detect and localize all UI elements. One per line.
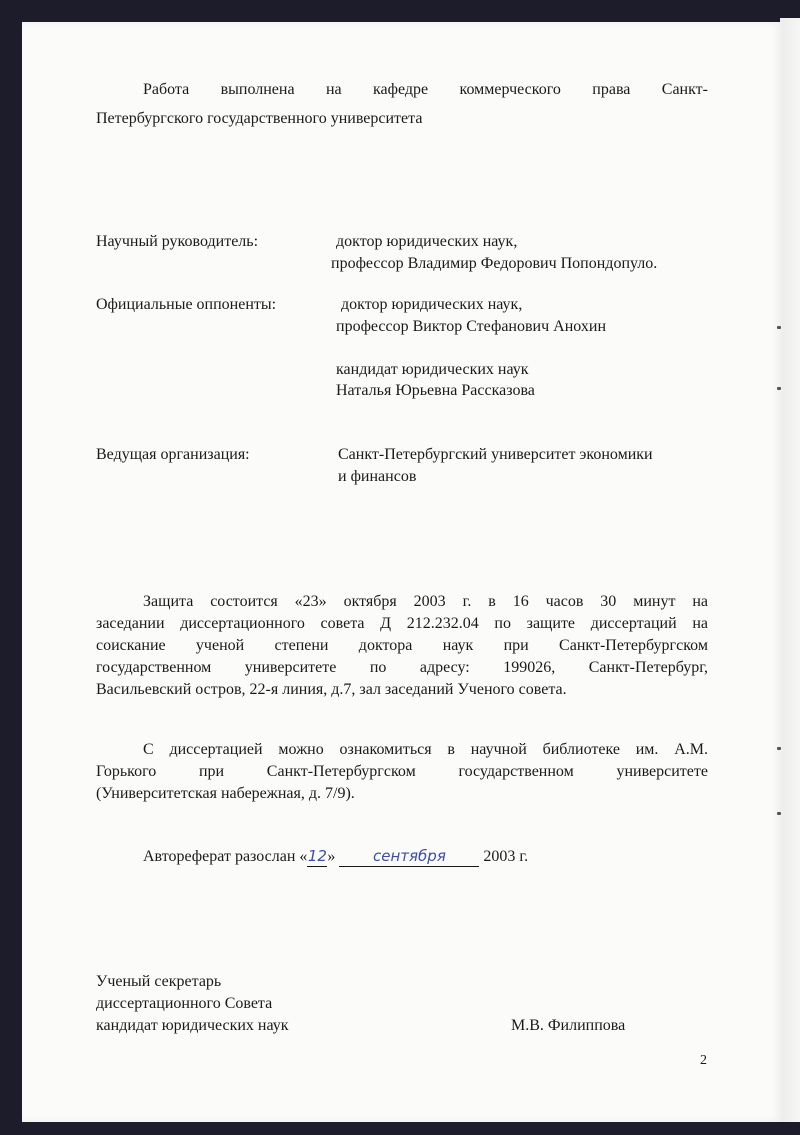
opponents-label: Официальные оппоненты: bbox=[96, 296, 277, 313]
lead-org-line-1: Санкт-Петербургский университет экономики bbox=[338, 446, 653, 463]
binding-mark bbox=[777, 387, 781, 390]
binding-mark bbox=[777, 747, 781, 750]
lead-org-label: Ведущая организация: bbox=[96, 446, 250, 463]
opponent-2-name: Наталья Юрьевна Рассказова bbox=[336, 382, 535, 399]
mailing-line bbox=[143, 845, 528, 868]
binding-mark bbox=[777, 812, 781, 815]
defense-line-4: государственном университете по адресу: 199026, Санкт-Петербург, bbox=[96, 659, 708, 676]
library-line-3: (Университетская набережная, д. 7/9). bbox=[96, 785, 355, 802]
supervisor-label: Научный руководитель: bbox=[96, 233, 259, 250]
opponent-1-degree: доктор юридических наук, bbox=[341, 296, 523, 313]
intro-line-1: Работа выполнена на кафедре коммерческого права Санкт- bbox=[143, 81, 708, 98]
secretary-title-line-1: Ученый секретарь bbox=[96, 973, 222, 990]
page-fold bbox=[780, 18, 800, 1122]
mailing-suffix: 2003 г. bbox=[483, 848, 529, 865]
secretary-name: М.В. Филиппова bbox=[511, 1017, 626, 1034]
secretary-degree: кандидат юридических наук bbox=[96, 1017, 289, 1034]
opponent-2-degree: кандидат юридических наук bbox=[336, 361, 529, 378]
defense-line-1: Защита состоится «23» октября 2003 г. в 16 часов 30 минут на bbox=[143, 593, 708, 610]
secretary-title-line-2: диссертационного Совета bbox=[96, 995, 273, 1012]
lead-org-line-2: и финансов bbox=[338, 468, 417, 485]
mailing-mid: » bbox=[327, 848, 336, 865]
library-line-1: С диссертацией можно ознакомиться в научной библиотеке им. А.М. bbox=[143, 741, 708, 758]
defense-line-2: заседании диссертационного совета Д 212.232.04 по защите диссертаций на bbox=[96, 615, 708, 632]
intro-line-2: Петербургского государственного университета bbox=[96, 110, 423, 127]
library-paragraph bbox=[96, 739, 708, 805]
supervisor-name: профессор Владимир Федорович Попондопуло. bbox=[331, 255, 658, 272]
mailing-month-handwritten: сентября bbox=[373, 847, 446, 865]
defense-paragraph bbox=[96, 591, 708, 701]
page-number: 2 bbox=[700, 1053, 707, 1068]
library-line-2: Горького при Санкт-Петербургском государственном университете bbox=[96, 763, 708, 780]
defense-line-5: Васильевский остров, 22-я линия, д.7, зал заседаний Ученого совета. bbox=[96, 681, 567, 698]
mailing-day-handwritten: 12 bbox=[307, 847, 327, 865]
mailing-month-field bbox=[339, 847, 479, 867]
mailing-day-field bbox=[307, 847, 327, 867]
supervisor-degree: доктор юридических наук, bbox=[336, 233, 518, 250]
document-page bbox=[22, 22, 782, 1122]
defense-line-3: соискание ученой степени доктора наук при Санкт-Петербургском bbox=[96, 637, 708, 654]
mailing-prefix: Автореферат разослан « bbox=[143, 848, 308, 865]
intro-paragraph bbox=[96, 78, 708, 130]
opponent-1-name: профессор Виктор Стефанович Анохин bbox=[336, 318, 606, 335]
binding-mark bbox=[777, 326, 781, 329]
